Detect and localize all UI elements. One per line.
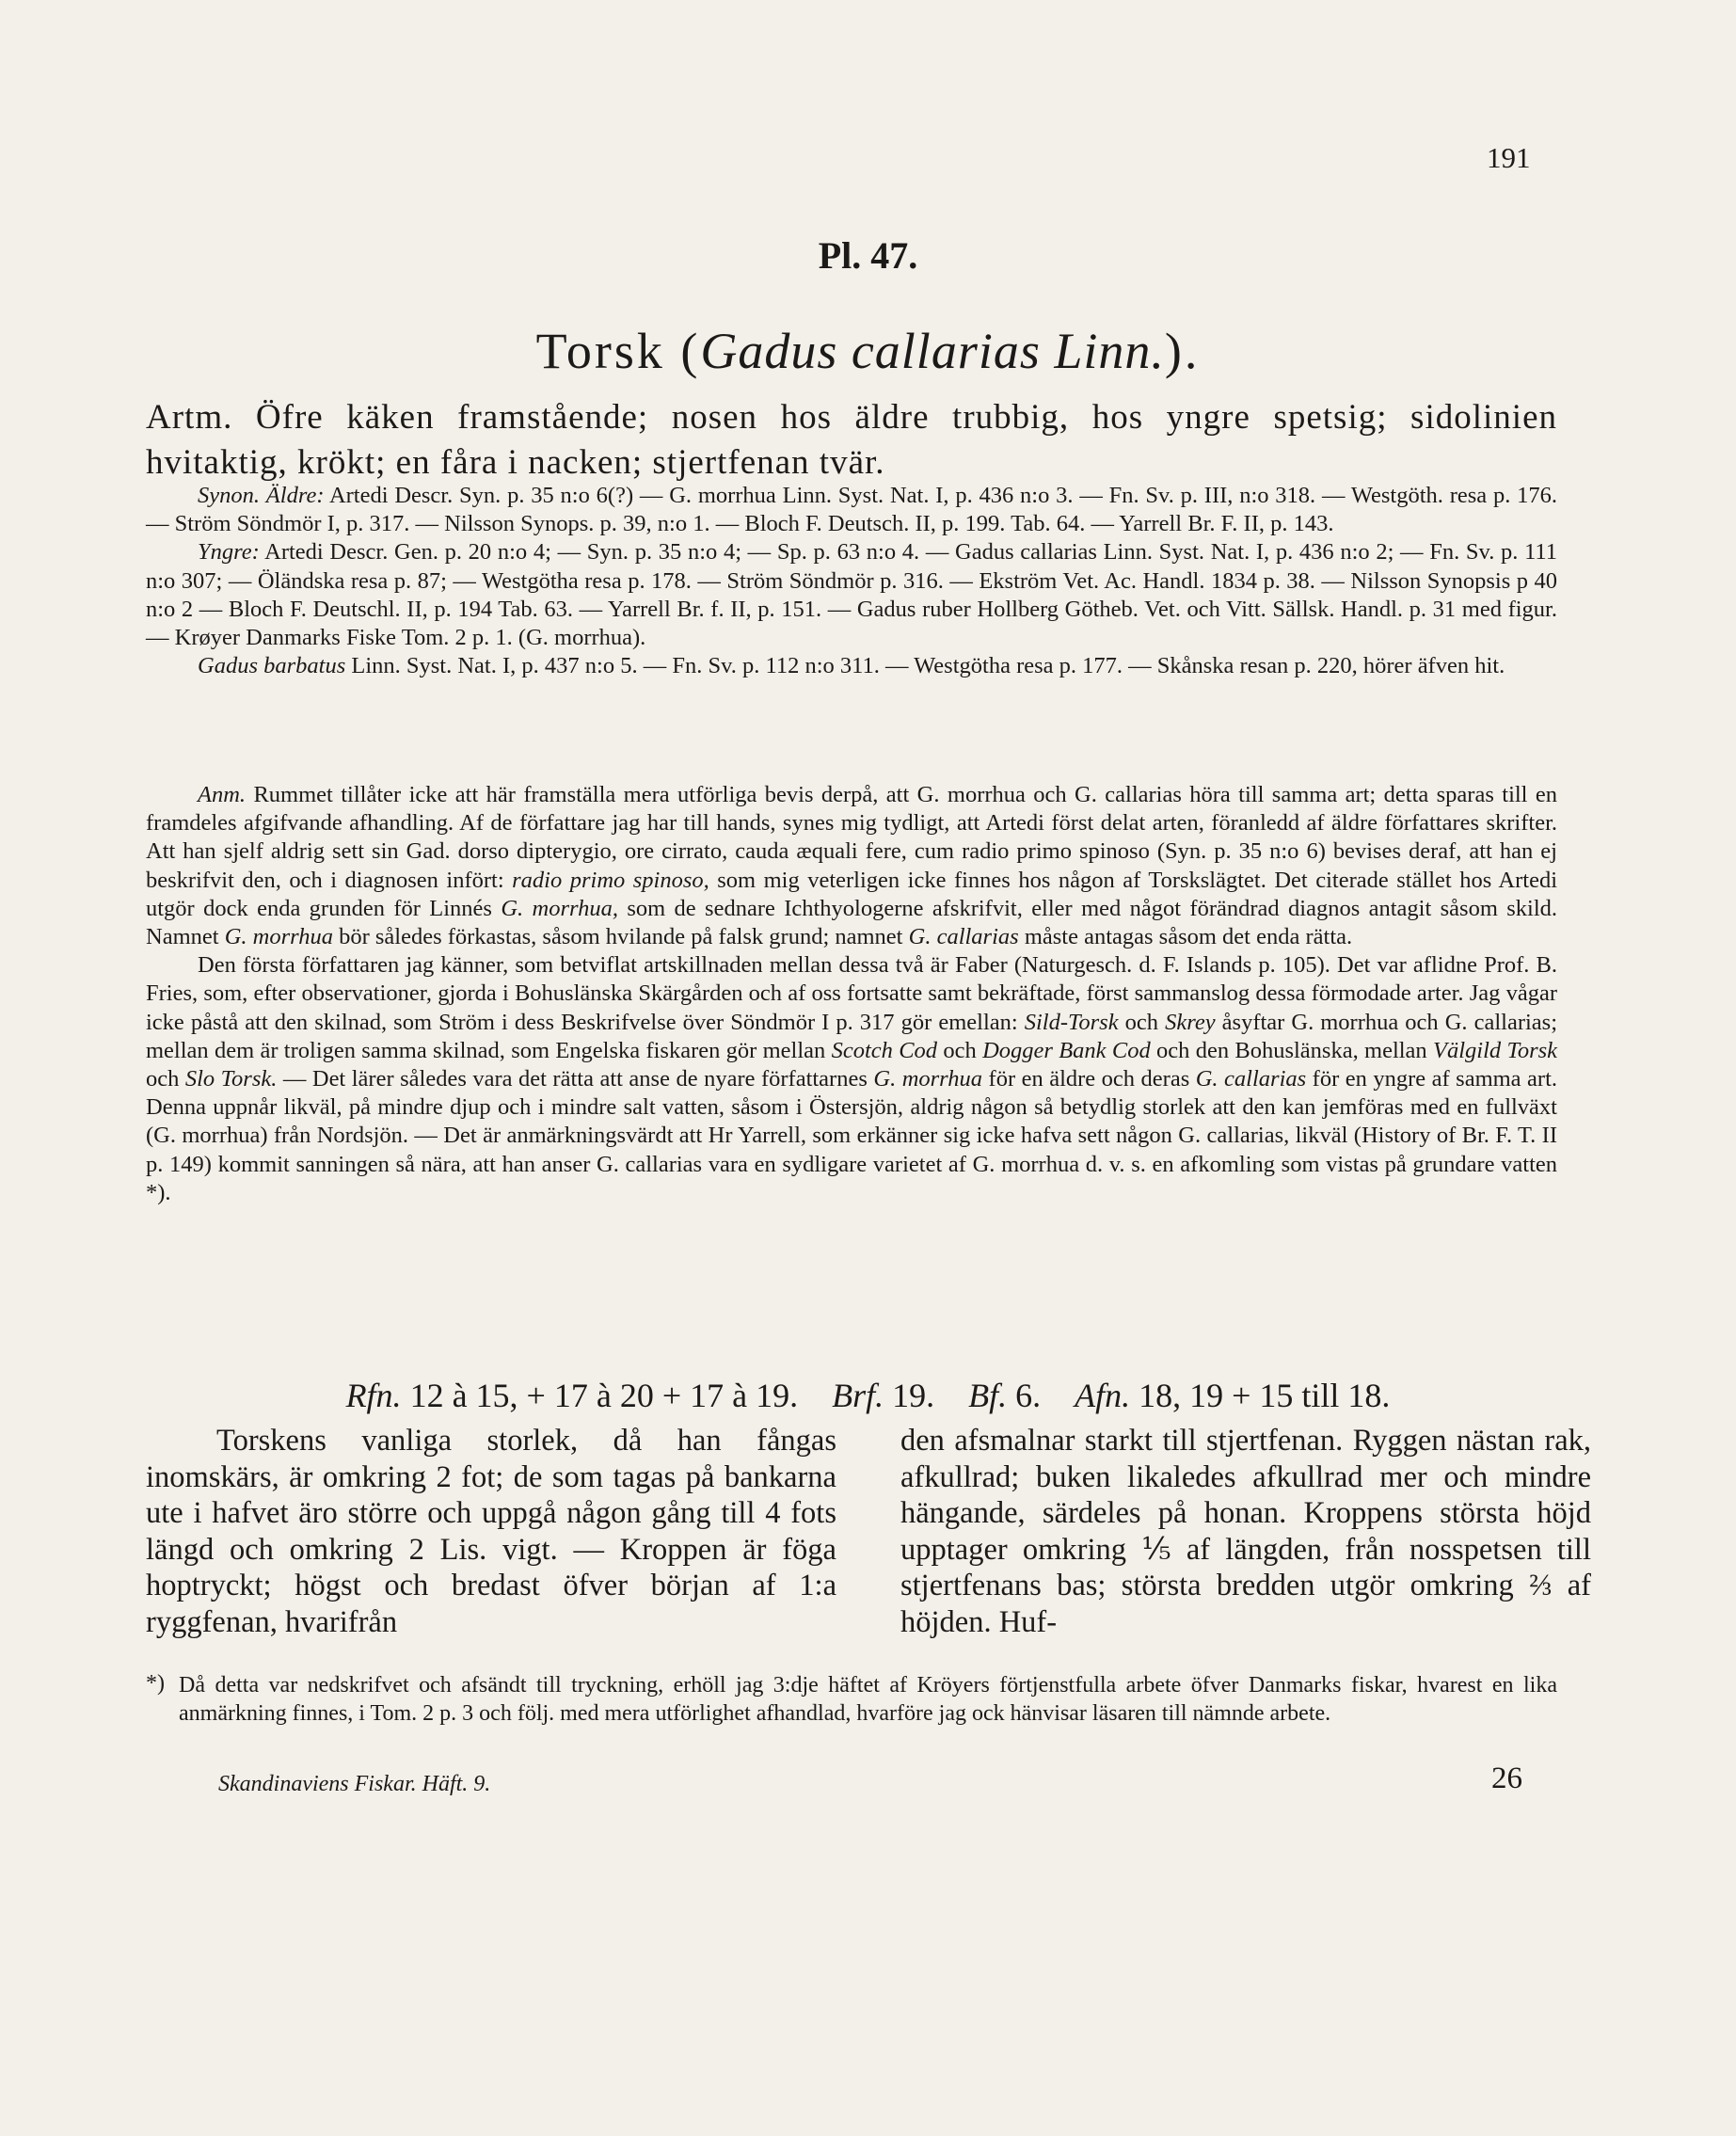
synonyms-older-text: Artedi Descr. Syn. p. 35 n:o 6(?) — G. morrhua Linn. Syst. Nat. I, p. 436 n:o 3. — Fn. Sv. p. III, n:o 318. — Westgöth. resa p. 176. — Ström Söndmör I, p. 317. — Nilsson Synops. p. 39, n:o 1. — Bloch F. Deutsch. II, p. 199. Tab. 64. — Yarrell Br. F. II, p. 143. bbox=[146, 483, 1557, 537]
title-paren-open: ( bbox=[664, 323, 701, 379]
printer-signature: Skandinaviens Fiskar. Häft. 9. bbox=[218, 1772, 491, 1796]
synonyms-younger-label: Yngre: bbox=[198, 539, 260, 566]
remark-paragraph-1: Anm. Rummet tillåter icke att här framställa mera utförliga bevis derpå, att G. morrhua och G. callarias höra till samma art; detta sparas till en framdeles afgifvande afhandling. Af de författare jag har till hands, synes mig tydligt, att Artedi först delat arten, föranledd af äldre författares skrifter. Att han sjelf aldrig sett sin Gad. dorso dipterygio, ore cirrato, cauda æquali fere, cum radio primo spinoso (Syn. p. 35 n:o 6) bevises deraf, att han ej beskrifvit den, och i diagnosen infört: radio primo spinoso, som mig veterligen icke finnes hos någon af Torskslägtet. Det citerade stället hos Artedi utgör dock enda grunden för Linnés G. morrhua, som de sednare Ichthyologerne afskrifvit, eller med något förändrad diagnos antagit såsom skild. Namnet G. morrhua bör således förkastas, såsom hvilande på falsk grund; namnet G. callarias måste antagas såsom det enda rätta. bbox=[146, 782, 1558, 950]
bf-value: 6. bbox=[1015, 1377, 1042, 1414]
plate-heading: Pl. 47. bbox=[818, 234, 918, 277]
footnote-marker: *) bbox=[146, 1671, 165, 1696]
synonyms-younger-text: Artedi Descr. Gen. p. 20 n:o 4; — Syn. p. 35 n:o 4; — Sp. p. 63 n:o 4. — Gadus callarias Linn. Syst. Nat. I, p. 436 n:o 2; — Fn. Sv. p. 111 n:o 307; — Öländska resa p. 87; — Westgötha resa p. 178. — Ström Söndmör p. 316. — Ekström Vet. Ac. Handl. 1834 p. 38. — Nilsson Synopsis p 40 n:o 2 — Bloch F. Deutschl. II, p. 194 Tab. 63. — Yarrell Br. f. II, p. 151. — Gadus ruber Hollberg Götheb. Vet. och Vitt. Sällsk. Handl. p. 31 med figur. — Krøyer Danmarks Fiske Tom. 2 p. 1. (G. morrhua). bbox=[146, 539, 1558, 651]
synonyms-barbatus bbox=[146, 652, 1557, 680]
sheet-number: 26 bbox=[1491, 1761, 1522, 1795]
synonyms-older bbox=[146, 482, 1557, 538]
species-diagnosis: Artm. Öfre käken framstående; nosen hos äldre trubbig, hos yngre spetsig; sidolinien hvitaktig, krökt; en fåra i nacken; stjertfenan tvär. bbox=[146, 398, 1557, 482]
remark-section bbox=[146, 781, 1557, 1207]
description-column-right: den afsmalnar starkt till stjertfenan. Ryggen nästan rak, afkullrad; buken likaledes afkullrad mer och mindre hängande, särdeles på honan. Kroppens största höjd upptager omkring ⅕ af längden, från nosspetsen till stjertfenans bas; största bredden utgör omkring ⅔ af höjden. Huf- bbox=[900, 1424, 1591, 1639]
rfn-label: Rfn. bbox=[345, 1377, 402, 1414]
page-number: 191 bbox=[1487, 141, 1531, 174]
bf-label: Bf. bbox=[968, 1377, 1008, 1414]
brf-value: 19. bbox=[892, 1377, 935, 1414]
fin-ray-formula bbox=[0, 1376, 1736, 1415]
synonyms-younger bbox=[146, 538, 1557, 652]
species-title bbox=[0, 322, 1736, 380]
afn-label: Afn. bbox=[1075, 1377, 1131, 1414]
footnote-text: Då detta var nedskrifvet och afsändt till tryckning, erhöll jag 3:dje häftet af Kröyers förtjenstfulla arbete öfver Danmarks fiskar, hvarest en lika anmärkning finnes, i Tom. 2 p. 3 och följ. med mera utförlighet afhandlad, hvarföre jag ock hänvisar läsaren till nämnde arbete. bbox=[179, 1673, 1557, 1726]
remark-label: Anm. bbox=[198, 782, 247, 807]
synonyms-barbatus-text: Linn. Syst. Nat. I, p. 437 n:o 5. — Fn. Sv. p. 112 n:o 311. — Westgötha resa p. 177. — Skånska resan p. 220, hörer äfven hit. bbox=[351, 653, 1505, 679]
synonyms-barbatus-label: Gadus barbatus bbox=[198, 653, 346, 679]
common-name: Torsk bbox=[535, 323, 665, 379]
description-column-left: Torskens vanliga storlek, då han fångas inomskärs, är omkring 2 fot; de som tagas på bankarna ute i hafvet äro större och uppgå någon gång till 4 fots längd och omkring 2 Lis. vigt. — Kroppen är föga hoptryckt; högst och bredast öfver början af 1:a ryggfenan, hvarifrån bbox=[146, 1424, 836, 1639]
brf-label: Brf. bbox=[832, 1377, 884, 1414]
latin-name: Gadus callarias Linn. bbox=[700, 323, 1165, 379]
title-paren-close: ). bbox=[1164, 323, 1201, 379]
rfn-value: 12 à 15, + 17 à 20 + 17 à 19. bbox=[409, 1377, 799, 1414]
remark-paragraph-2: Den första författaren jag känner, som betviflat artskillnaden mellan dessa två är Faber (Naturgesch. d. F. Islands p. 105). Det var aflidne Prof. B. Fries, som, efter observationer, gjorda i Bohuslänska Skärgården och af oss fortsatte samt bekräftade, först sammanslog dessa förmodade arter. Jag vågar icke påstå att den skilnad, som Ström i dess Beskrifvelse över Söndmör I p. 317 gör emellan: Sild-Torsk och Skrey åsyftar G. morrhua och G. callarias; mellan dem är troligen samma skilnad, som Engelska fiskaren gör mellan Scotch Cod och Dogger Bank Cod och den Bohuslänska, mellan Välgild Torsk och Slo Torsk. — Det lärer således vara det rätta att anse de nyare författarnes G. morrhua för en äldre och deras G. callarias för en yngre af samma art. Denna uppnår likväl, på mindre djup och i mindre salt vatten, såsom i Östersjön, aldrig någon så betydlig storlek att den kan jemföras med en fullväxt (G. morrhua) från Nordsjön. — Det är anmärkningsvärdt att Hr Yarrell, som erkänner sig icke hafva sett någon G. callarias, likväl (History of Br. F. T. II p. 149) kommit sanningen så nära, att han anser G. callarias vara en sydligare varietet af G. morrhua d. v. s. en afkomling som vistas på grundare vatten *). bbox=[146, 952, 1558, 1205]
synonyms-older-label: Synon. Äldre: bbox=[198, 483, 325, 508]
synonyms-section bbox=[146, 482, 1557, 680]
afn-value: 18, 19 + 15 till 18. bbox=[1139, 1377, 1391, 1414]
